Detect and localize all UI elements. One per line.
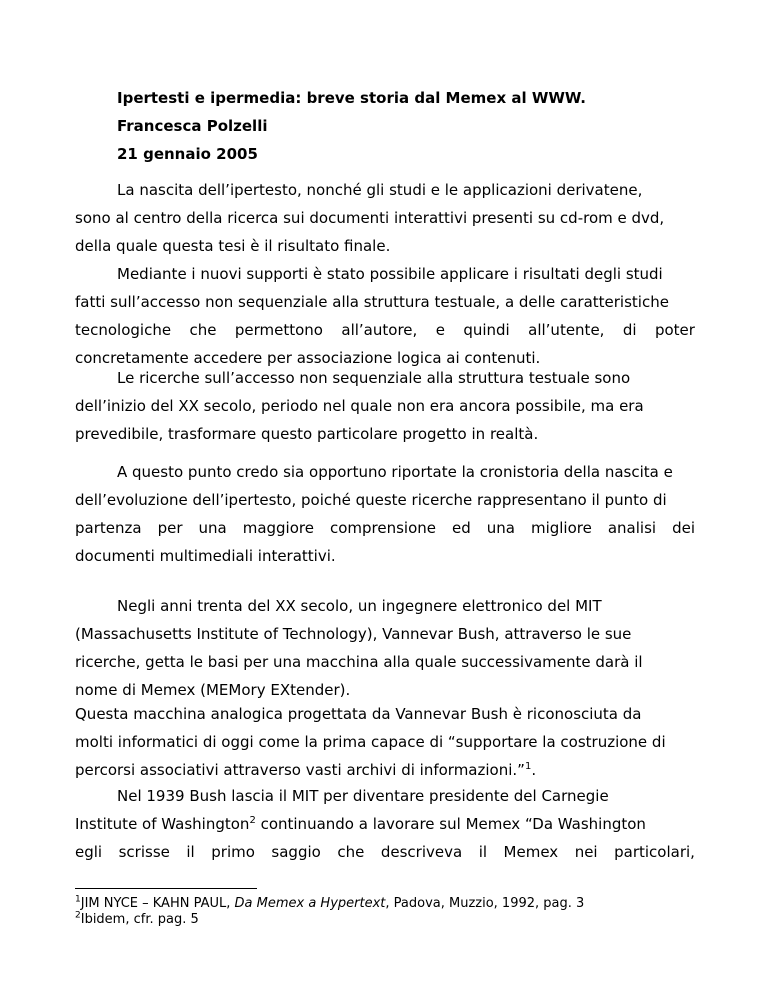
punctuation: . bbox=[531, 761, 537, 779]
institute-name: Institute of Washington bbox=[75, 815, 250, 833]
text-line: molti informatici di oggi come la prima capace di “supportare la costruzione di bbox=[75, 733, 666, 751]
word: quindi bbox=[463, 321, 510, 339]
document-date: 21 gennaio 2005 bbox=[117, 145, 258, 163]
footnote-separator bbox=[75, 888, 257, 889]
word: nei bbox=[574, 843, 598, 861]
word: maggiore bbox=[242, 519, 314, 537]
footnote-ref-2[interactable]: 2 bbox=[249, 815, 256, 826]
word: permettono bbox=[234, 321, 323, 339]
paragraph-3 bbox=[75, 368, 695, 444]
word: saggio bbox=[271, 843, 321, 861]
text-line: concretamente accedere per associazione logica ai contenuti. bbox=[75, 349, 541, 367]
footnote-publisher: , Padova, Muzzio, 1992, pag. 3 bbox=[385, 896, 585, 911]
text-line: Le ricerche sull’accesso non sequenziale alla struttura testuale sono bbox=[117, 369, 631, 387]
text-line: (Massachusetts Institute of Technology), Vannevar Bush, attraverso le sue bbox=[75, 625, 632, 643]
text-line: documenti multimediali interattivi. bbox=[75, 547, 336, 565]
text-line: dell’inizio del XX secolo, periodo nel quale non era ancora possibile, ma era bbox=[75, 397, 644, 415]
word: che bbox=[189, 321, 217, 339]
text-line: sono al centro della ricerca sui documenti interattivi presenti su cd-rom e dvd, bbox=[75, 209, 665, 227]
document-title: Ipertesti e ipermedia: breve storia dal Memex al WWW. bbox=[117, 89, 586, 107]
footnote-authors: JIM NYCE – KAHN PAUL, bbox=[80, 896, 235, 911]
word: particolari, bbox=[614, 843, 695, 861]
word: di bbox=[622, 321, 637, 339]
footnote-ref-1[interactable]: 1 bbox=[524, 761, 532, 772]
quote-text: percorsi associativi attraverso vasti archivi di informazioni.” bbox=[75, 761, 525, 779]
paragraph-7 bbox=[75, 786, 695, 862]
text-line: Questa macchina analogica progettata da Vannevar Bush è riconosciuta da bbox=[75, 705, 642, 723]
text-continuation: continuando a lavorare sul Memex “Da Washington bbox=[255, 815, 646, 833]
document-author: Francesca Polzelli bbox=[117, 117, 268, 135]
text-line bbox=[75, 814, 695, 834]
word: una bbox=[198, 519, 227, 537]
word: una bbox=[486, 519, 515, 537]
word: il bbox=[186, 843, 195, 861]
footnote-book-title: Da Memex a Hypertext bbox=[234, 896, 386, 911]
paragraph-6 bbox=[75, 704, 695, 780]
word: e bbox=[435, 321, 445, 339]
word: comprensione bbox=[329, 519, 436, 537]
word: dei bbox=[672, 519, 695, 537]
text-line bbox=[75, 180, 695, 200]
word: il bbox=[478, 843, 488, 861]
word: primo bbox=[211, 843, 255, 861]
text-line: prevedibile, trasformare questo particolare progetto in realtà. bbox=[75, 425, 539, 443]
paragraph-1 bbox=[75, 180, 695, 256]
justified-line bbox=[75, 842, 695, 862]
text-line: nome di Memex (MEMory EXtender). bbox=[75, 681, 351, 699]
word: che bbox=[337, 843, 365, 861]
word: egli bbox=[75, 843, 103, 861]
text-line: della quale questa tesi è il risultato finale. bbox=[75, 237, 391, 255]
text-line-content: La nascita dell’ipertesto, nonché gli studi e le applicazioni derivatene, bbox=[117, 181, 643, 199]
word: descriveva bbox=[380, 843, 463, 861]
text-line: dell’evoluzione dell’ipertesto, poiché queste ricerche rappresentano il punto di bbox=[75, 491, 667, 509]
paragraph-2 bbox=[75, 264, 695, 368]
text-line: Nel 1939 Bush lascia il MIT per diventare presidente del Carnegie bbox=[117, 787, 609, 805]
text-line bbox=[75, 760, 695, 780]
text-line: Mediante i nuovi supporti è stato possibile applicare i risultati degli studi bbox=[117, 265, 663, 283]
word: tecnologiche bbox=[75, 321, 172, 339]
word: all’autore, bbox=[341, 321, 418, 339]
word: per bbox=[157, 519, 183, 537]
justified-line bbox=[75, 320, 695, 340]
footnote-1 bbox=[75, 896, 584, 912]
word: poter bbox=[654, 321, 695, 339]
word: ed bbox=[452, 519, 471, 537]
paragraph-4 bbox=[75, 462, 695, 566]
word: partenza bbox=[75, 519, 142, 537]
text-line: fatti sull’accesso non sequenziale alla struttura testuale, a delle caratteristiche bbox=[75, 293, 669, 311]
footnote-text: Ibidem, cfr. pag. 5 bbox=[80, 912, 199, 927]
text-line: A questo punto credo sia opportuno riportate la cronistoria della nascita e bbox=[117, 463, 673, 481]
footnote-2 bbox=[75, 912, 199, 928]
text-line: ricerche, getta le basi per una macchina alla quale successivamente darà il bbox=[75, 653, 643, 671]
text-line: Negli anni trenta del XX secolo, un ingegnere elettronico del MIT bbox=[117, 597, 602, 615]
word: migliore bbox=[530, 519, 592, 537]
word: scrisse bbox=[118, 843, 170, 861]
paragraph-5 bbox=[75, 596, 695, 700]
word: all’utente, bbox=[528, 321, 605, 339]
justified-line bbox=[75, 518, 695, 538]
word: analisi bbox=[607, 519, 657, 537]
footnote-number: 2 bbox=[75, 910, 81, 921]
word: Memex bbox=[503, 843, 559, 861]
footnote-number: 1 bbox=[75, 894, 81, 905]
